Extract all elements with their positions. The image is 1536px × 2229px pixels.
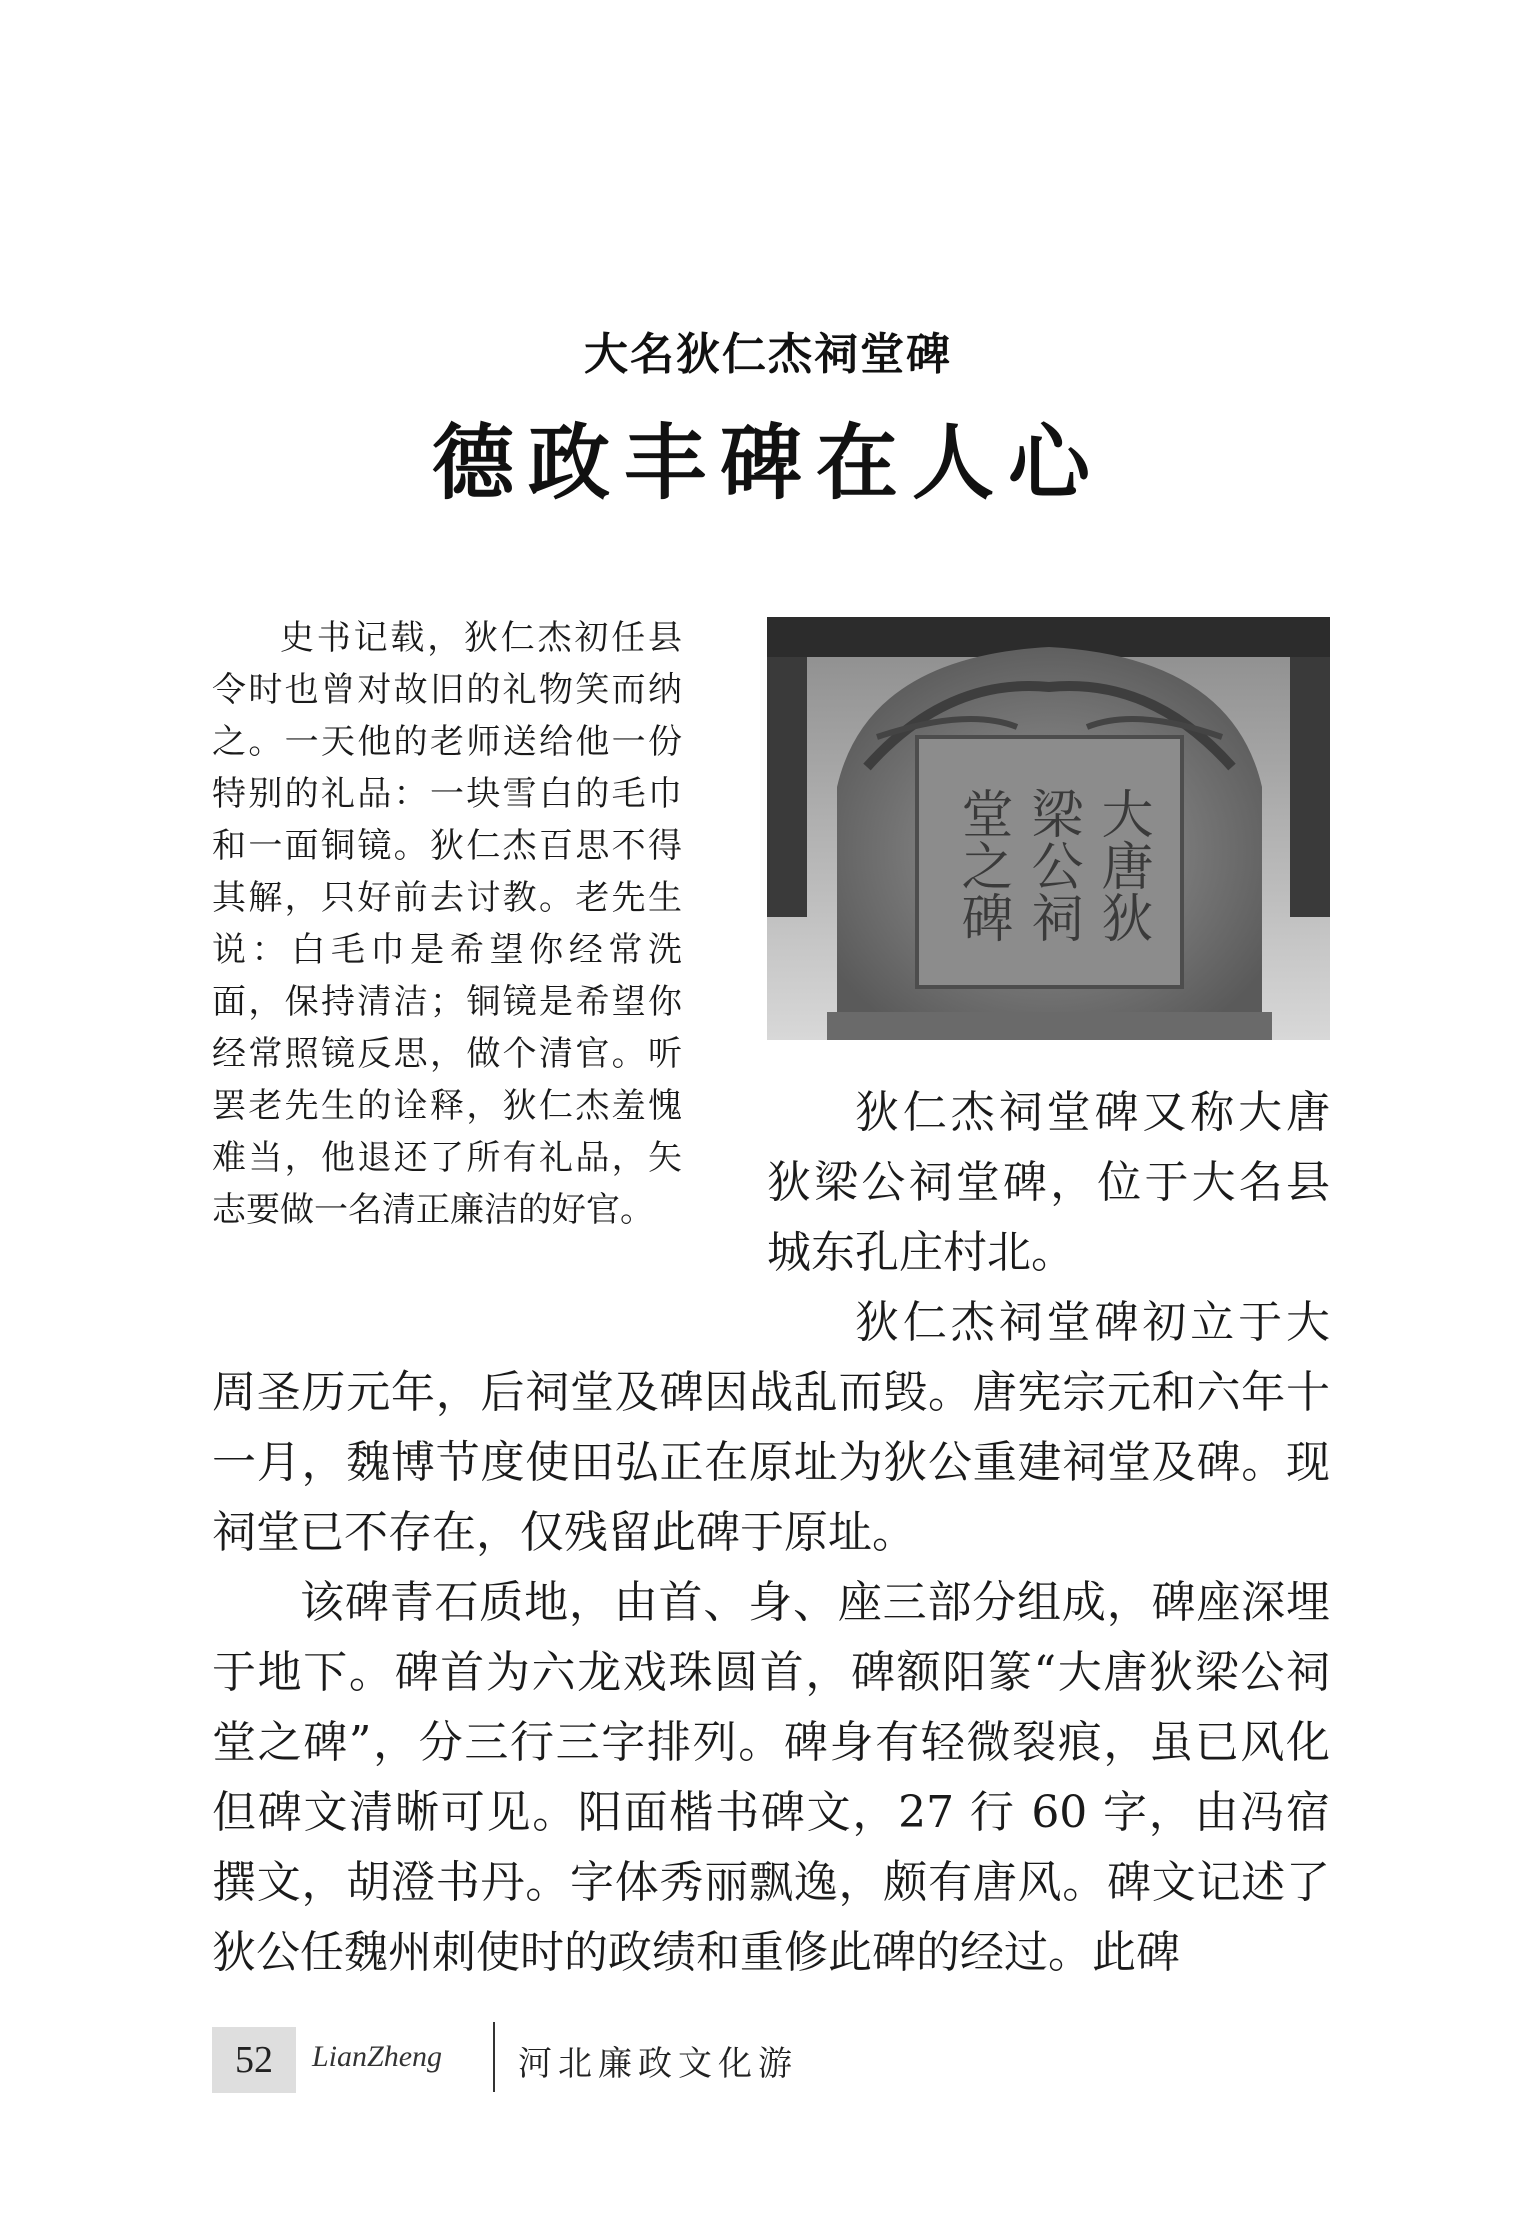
body-paragraph-2: 狄仁杰祠堂碑初立于大周圣历元年，后祠堂及碑因战乱而毁。唐宪宗元和六年十一月，魏博节度使田弘正在原址为狄公重建祠堂及碑。现祠堂已不存在，仅残留此碑于原址。 — [212, 1297, 1330, 1558]
footer-divider — [493, 2022, 495, 2092]
article-title: 德政丰碑在人心 — [431, 415, 1104, 511]
body-paragraph-1: 狄仁杰祠堂碑又称大唐狄梁公祠堂碑，位于大名县城东孔庄村北。 — [767, 1087, 1330, 1278]
page-number: 52 — [212, 2027, 296, 2093]
article-subtitle: 大名狄仁杰祠堂碑 — [584, 329, 952, 380]
sidebar-paragraph: 史书记载，狄仁杰初任县令时也曾对故旧的礼物笑而纳之。一天他的老师送给他一份特别的礼品：一块雪白的毛巾和一面铜镜。狄仁杰百思不得其解，只好前去讨教。老先生说：白毛巾是希望你经常洗面，保持清洁；铜镜是希望你经常照镜反思，做个清官。听罢老先生的诠释，狄仁杰羞愧难当，他退还了所有礼品，矢志要做一名清正廉洁的好官。 — [212, 618, 682, 1230]
inscription-col-3: 堂之碑 — [952, 787, 1012, 943]
article-body — [212, 1078, 1330, 1988]
inscription-col-1: 大唐狄 — [1092, 787, 1152, 943]
inscription-col-2: 梁公祠 — [1022, 787, 1082, 943]
stele-photo — [767, 617, 1330, 1040]
footer-brand: LianZheng — [312, 2040, 443, 2073]
body-paragraph-3: 该碑青石质地，由首、身、座三部分组成，碑座深埋于地下。碑首为六龙戏珠圆首，碑额阳篆“大唐狄梁公祠堂之碑”，分三行三字排列。碑身有轻微裂痕，虽已风化但碑文清晰可见。阳面楷书碑文，27 行 60 字，由冯宿撰文，胡澄书丹。字体秀丽飘逸，颇有唐风。碑文记述了狄公任魏州刺使时的政绩和重修此碑的经过。此碑 — [212, 1577, 1330, 1978]
footer-series-title: 河北廉政文化游 — [518, 2044, 798, 2084]
